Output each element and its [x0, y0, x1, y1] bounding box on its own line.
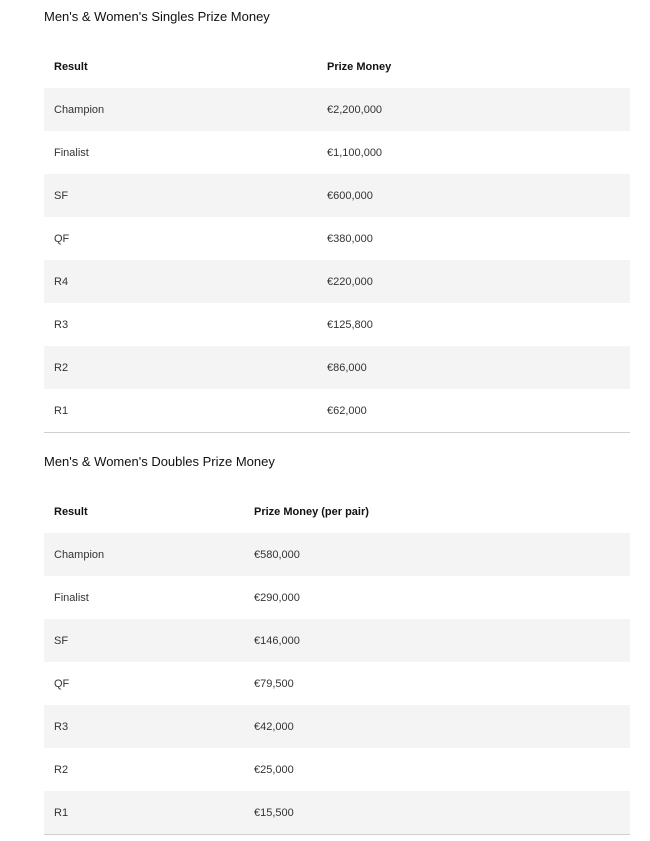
- result-column-header: Result: [54, 505, 88, 518]
- prize-cell: €290,000: [254, 591, 300, 604]
- prize-cell: €1,100,000: [327, 146, 383, 159]
- table-header-row: [44, 490, 630, 533]
- result-cell: QF: [54, 232, 70, 245]
- result-cell: Champion: [44, 88, 317, 131]
- prize-cell: €86,000: [317, 346, 630, 389]
- table-row: [44, 748, 630, 791]
- doubles-prize-table: [44, 490, 630, 835]
- result-cell: R1: [44, 791, 244, 835]
- doubles-section-title: Men's & Women's Doubles Prize Money: [44, 454, 275, 469]
- result-cell: R2: [44, 346, 317, 389]
- table-row: [44, 174, 630, 217]
- prize-cell: €2,200,000: [317, 88, 630, 131]
- result-cell: Champion: [44, 533, 244, 576]
- prize-cell: €125,800: [327, 318, 373, 331]
- result-column-header: Result: [54, 60, 88, 73]
- prize-cell: €15,500: [244, 791, 630, 835]
- prize-cell: €25,000: [254, 763, 294, 776]
- prize-money-per-pair-column-header: Prize Money (per pair): [254, 505, 369, 518]
- table-row: [44, 88, 630, 131]
- result-cell: R1: [44, 389, 317, 433]
- result-cell: Finalist: [54, 591, 89, 604]
- result-cell: QF: [54, 677, 70, 690]
- prize-cell: €62,000: [317, 389, 630, 433]
- prize-cell: €380,000: [327, 232, 373, 245]
- result-cell: SF: [44, 619, 244, 662]
- singles-prize-table: [44, 45, 630, 433]
- table-row: [44, 533, 630, 576]
- result-cell: SF: [44, 174, 317, 217]
- result-cell: R2: [54, 763, 69, 776]
- table-row: [44, 705, 630, 748]
- table-row: [44, 662, 630, 705]
- prize-cell: €146,000: [244, 619, 630, 662]
- result-cell: Finalist: [54, 146, 89, 159]
- table-row: [44, 260, 630, 303]
- table-row: [44, 217, 630, 260]
- singles-section-title: Men's & Women's Singles Prize Money: [44, 9, 270, 24]
- table-header-row: [44, 45, 630, 88]
- table-row: [44, 131, 630, 174]
- prize-cell: €580,000: [244, 533, 630, 576]
- result-cell: R4: [44, 260, 317, 303]
- table-row: [44, 346, 630, 389]
- table-row: [44, 619, 630, 662]
- table-row: [44, 576, 630, 619]
- table-row: [44, 791, 630, 835]
- table-row: [44, 303, 630, 346]
- result-cell: R3: [44, 705, 244, 748]
- table-row: [44, 389, 630, 433]
- prize-money-column-header: Prize Money: [327, 60, 392, 73]
- prize-cell: €79,500: [254, 677, 294, 690]
- prize-cell: €42,000: [244, 705, 630, 748]
- prize-cell: €220,000: [317, 260, 630, 303]
- result-cell: R3: [54, 318, 69, 331]
- prize-cell: €600,000: [317, 174, 630, 217]
